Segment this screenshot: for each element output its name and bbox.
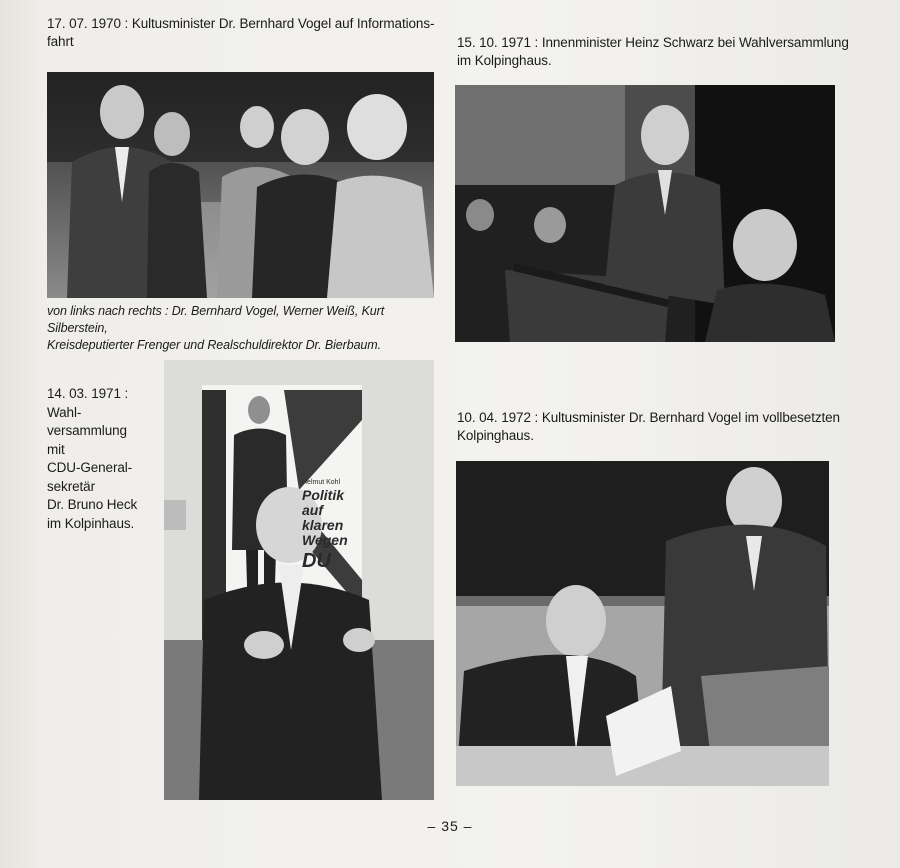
- poster-slogan-line3: klaren: [302, 517, 344, 533]
- caption-1971-heck-line: CDU-General-: [47, 460, 133, 475]
- caption-1970: [47, 15, 447, 51]
- caption-1971-heck-line: Dr. Bruno Heck: [47, 497, 138, 512]
- poster-slogan-line4: Wegen: [302, 532, 348, 548]
- caption-1971-heck-line: Wahl-: [47, 404, 82, 420]
- caption-1971-heck-line: mit: [47, 441, 65, 457]
- caption-1970-names-line2: Kreisdeputierter Frenger und Realschuldirektor Dr. Bierbaum.: [47, 338, 381, 352]
- caption-1970-line1: 17. 07. 1970 : Kultusminister Dr. Bernhard Vogel auf Informations-: [47, 16, 435, 31]
- caption-1971-schwarz-line1: 15. 10. 1971 : Innenminister Heinz Schwarz bei Wahlversammlung: [457, 35, 849, 50]
- photo-1971-heck-speech: [164, 360, 434, 800]
- caption-1971-heck-line: versammlung: [47, 423, 127, 438]
- poster-candidate-name: Helmut Kohl: [302, 479, 341, 486]
- caption-1971-heck-line-date: 14. 03. 1971 :: [47, 386, 129, 401]
- caption-1971-heck-line: im Kolpinhaus.: [47, 515, 135, 531]
- photo-1970-group: [47, 72, 434, 298]
- caption-1970-line2: fahrt: [47, 34, 74, 49]
- caption-1971-heck-line: sekretär: [47, 478, 95, 494]
- poster-slogan-line1: Politik: [302, 487, 345, 503]
- poster-party-logo: DU: [302, 550, 331, 572]
- caption-1972-vogel: [457, 409, 857, 445]
- caption-1972-vogel-line1: 10. 04. 1972 : Kultusminister Dr. Bernhard Vogel im vollbesetzten: [457, 410, 840, 425]
- poster-slogan-line2: auf: [302, 502, 323, 518]
- caption-1971-schwarz-line2: im Kolpinghaus.: [457, 53, 552, 68]
- poster-text: [302, 478, 382, 572]
- photo-1971-schwarz-podium: [455, 85, 835, 342]
- caption-1971-schwarz: [457, 34, 857, 70]
- caption-1972-vogel-line2: Kolpinghaus.: [457, 428, 534, 443]
- caption-1970-names-line1: von links nach rechts : Dr. Bernhard Vogel, Werner Weiß, Kurt Silberstein,: [47, 304, 385, 335]
- caption-1971-heck: [47, 385, 167, 533]
- photo-1972-vogel-signing: [456, 461, 829, 786]
- page-number: – 35 –: [427, 818, 473, 834]
- caption-1970-names: [47, 303, 447, 354]
